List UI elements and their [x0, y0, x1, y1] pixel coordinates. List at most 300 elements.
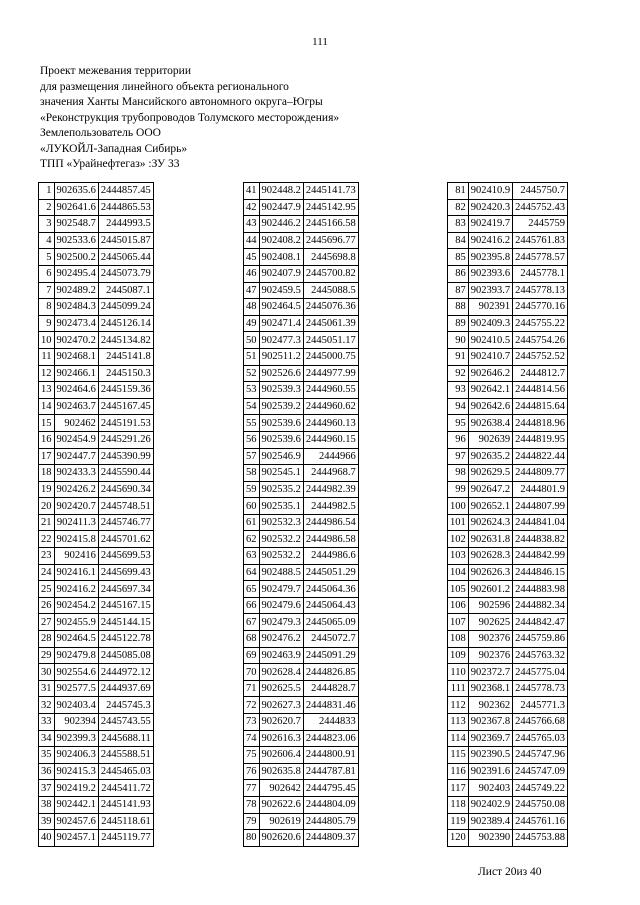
- point-number: 44: [244, 232, 260, 249]
- coordinate-y: 2444960.62: [303, 398, 358, 415]
- header-line: для размещения линейного объекта регионального: [40, 80, 289, 93]
- table-row: [244, 514, 359, 531]
- table-row: [39, 183, 154, 200]
- point-number: 96: [448, 431, 469, 448]
- point-number: 78: [244, 796, 260, 813]
- coordinate-y: 2444865.53: [98, 199, 153, 216]
- point-number: 85: [448, 249, 469, 266]
- page-number: 111: [312, 36, 328, 48]
- coordinate-y: 2444986.58: [303, 531, 358, 548]
- coordinate-x: 902627.3: [259, 697, 303, 714]
- point-number: 105: [448, 581, 469, 598]
- point-number: 47: [244, 282, 260, 299]
- table-row: [448, 365, 568, 382]
- table-row: [448, 714, 568, 731]
- table-row: [39, 514, 154, 531]
- table-row: [39, 697, 154, 714]
- point-number: 17: [39, 448, 55, 465]
- coordinate-x: 902376: [468, 631, 512, 648]
- table-row: [448, 183, 568, 200]
- coordinate-y: 2445755.22: [513, 315, 568, 332]
- point-number: 93: [448, 382, 469, 399]
- coordinate-y: 2444982.39: [303, 481, 358, 498]
- table-row: [244, 631, 359, 648]
- coordinate-table-2: [243, 182, 359, 847]
- point-number: 59: [244, 481, 260, 498]
- point-number: 120: [448, 830, 469, 847]
- coordinate-y: 2444815.64: [513, 398, 568, 415]
- coordinate-x: 902390: [468, 830, 512, 847]
- table-row: [244, 763, 359, 780]
- point-number: 53: [244, 382, 260, 399]
- coordinate-x: 902457.1: [54, 830, 98, 847]
- coordinate-y: 2444977.99: [303, 365, 358, 382]
- coordinate-x: 902419.7: [468, 216, 512, 233]
- header-line: ТПП «Урайнефтегаз» :ЗУ 33: [40, 158, 180, 170]
- point-number: 82: [448, 199, 469, 216]
- point-number: 48: [244, 299, 260, 316]
- table-row: [448, 830, 568, 847]
- coordinate-y: 2445061.39: [303, 315, 358, 332]
- coordinate-y: 2444937.69: [98, 680, 153, 697]
- point-number: 92: [448, 365, 469, 382]
- table-row: [39, 481, 154, 498]
- point-number: 115: [448, 747, 469, 764]
- point-number: 65: [244, 581, 260, 598]
- table-row: [244, 415, 359, 432]
- table-row: [39, 498, 154, 515]
- coordinate-y: 2444986.54: [303, 514, 358, 531]
- table-row: [244, 216, 359, 233]
- coordinate-x: 902409.3: [468, 315, 512, 332]
- point-number: 24: [39, 564, 55, 581]
- point-number: 102: [448, 531, 469, 548]
- coordinate-y: 2444795.45: [303, 780, 358, 797]
- coordinate-y: 2444960.55: [303, 382, 358, 399]
- table-row: [39, 531, 154, 548]
- coordinate-y: 2445778.57: [513, 249, 568, 266]
- coordinate-y: 2445759.86: [513, 631, 568, 648]
- coordinate-x: 902455.9: [54, 614, 98, 631]
- point-number: 22: [39, 531, 55, 548]
- table-row: [39, 830, 154, 847]
- coordinate-x: 902500.2: [54, 249, 98, 266]
- coordinate-x: 902535.2: [259, 481, 303, 498]
- point-number: 108: [448, 631, 469, 648]
- coordinate-x: 902545.1: [259, 465, 303, 482]
- point-number: 62: [244, 531, 260, 548]
- point-number: 13: [39, 382, 55, 399]
- coordinate-y: 2444838.82: [513, 531, 568, 548]
- table-row: [448, 199, 568, 216]
- coordinate-y: 2445142.95: [303, 199, 358, 216]
- table-row: [244, 315, 359, 332]
- coordinate-y: 2444826.85: [303, 664, 358, 681]
- point-number: 46: [244, 265, 260, 282]
- coordinate-y: 2445766.68: [513, 714, 568, 731]
- point-number: 28: [39, 631, 55, 648]
- coordinate-y: 2444801.9: [513, 481, 568, 498]
- point-number: 27: [39, 614, 55, 631]
- point-number: 60: [244, 498, 260, 515]
- coordinate-x: 902616.3: [259, 730, 303, 747]
- coordinate-y: 2445073.79: [98, 265, 153, 282]
- table-row: [39, 299, 154, 316]
- point-number: 51: [244, 348, 260, 365]
- coordinate-y: 2445465.03: [98, 763, 153, 780]
- coordinate-y: 2445065.44: [98, 249, 153, 266]
- point-number: 15: [39, 415, 55, 432]
- table-row: [39, 216, 154, 233]
- coordinate-y: 2444787.81: [303, 763, 358, 780]
- point-number: 1: [39, 183, 55, 200]
- coordinate-x: 902420.3: [468, 199, 512, 216]
- coordinate-y: 2444805.79: [303, 813, 358, 830]
- table-row: [244, 647, 359, 664]
- coordinate-x: 902416.2: [468, 232, 512, 249]
- table-row: [39, 548, 154, 565]
- table-row: [39, 249, 154, 266]
- table-row: [244, 747, 359, 764]
- coordinate-x: 902399.3: [54, 730, 98, 747]
- coordinate-x: 902464.5: [259, 299, 303, 316]
- table-row: [448, 597, 568, 614]
- coordinate-x: 902628.4: [259, 664, 303, 681]
- coordinate-y: 2444822.44: [513, 448, 568, 465]
- point-number: 75: [244, 747, 260, 764]
- coordinate-x: 902511.2: [259, 348, 303, 365]
- table-row: [39, 647, 154, 664]
- coordinate-x: 902479.6: [259, 597, 303, 614]
- document-header: [40, 64, 600, 173]
- header-line: значения Ханты Мансийского автономного округа–Югры: [40, 96, 323, 108]
- coordinate-y: 2445759: [513, 216, 568, 233]
- coordinate-y: 2445775.04: [513, 664, 568, 681]
- coordinate-x: 902372.7: [468, 664, 512, 681]
- table-row: [244, 796, 359, 813]
- coordinate-y: 2445743.55: [98, 714, 153, 731]
- coordinate-y: 2445159.36: [98, 382, 153, 399]
- coordinate-x: 902652.1: [468, 498, 512, 515]
- point-number: 20: [39, 498, 55, 515]
- coordinate-y: 2445698.8: [303, 249, 358, 266]
- coordinate-x: 902466.1: [54, 365, 98, 382]
- point-number: 81: [448, 183, 469, 200]
- table-row: [448, 680, 568, 697]
- table-row: [39, 315, 154, 332]
- coordinate-x: 902464.6: [54, 382, 98, 399]
- point-number: 54: [244, 398, 260, 415]
- coordinate-x: 902477.3: [259, 332, 303, 349]
- coordinate-y: 2445390.99: [98, 448, 153, 465]
- table-row: [39, 730, 154, 747]
- coordinate-x: 902642.1: [468, 382, 512, 399]
- coordinate-y: 2445590.44: [98, 465, 153, 482]
- table-row: [39, 564, 154, 581]
- table-row: [448, 813, 568, 830]
- point-number: 4: [39, 232, 55, 249]
- point-number: 33: [39, 714, 55, 731]
- point-number: 104: [448, 564, 469, 581]
- table-row: [448, 282, 568, 299]
- coordinate-table-1: [38, 182, 154, 847]
- table-row: [244, 548, 359, 565]
- coordinate-x: 902539.6: [259, 415, 303, 432]
- coordinate-x: 902548.7: [54, 216, 98, 233]
- coordinate-x: 902408.1: [259, 249, 303, 266]
- point-number: 45: [244, 249, 260, 266]
- table-row: [39, 631, 154, 648]
- coordinate-x: 902394: [54, 714, 98, 731]
- coordinate-x: 902426.2: [54, 481, 98, 498]
- coordinate-x: 902410.5: [468, 332, 512, 349]
- table-row: [39, 763, 154, 780]
- coordinate-table-3: [447, 182, 568, 847]
- table-row: [244, 199, 359, 216]
- point-number: 61: [244, 514, 260, 531]
- coordinate-x: 902642.6: [468, 398, 512, 415]
- coordinate-x: 902403: [468, 780, 512, 797]
- coordinate-x: 902620.7: [259, 714, 303, 731]
- coordinate-y: 2444812.7: [513, 365, 568, 382]
- table-row: [244, 730, 359, 747]
- table-row: [39, 747, 154, 764]
- table-row: [39, 415, 154, 432]
- table-row: [244, 780, 359, 797]
- table-row: [244, 581, 359, 598]
- point-number: 5: [39, 249, 55, 266]
- point-number: 114: [448, 730, 469, 747]
- coordinate-x: 902539.6: [259, 431, 303, 448]
- coordinate-x: 902454.9: [54, 431, 98, 448]
- point-number: 3: [39, 216, 55, 233]
- table-row: [39, 664, 154, 681]
- coordinate-y: 2444804.09: [303, 796, 358, 813]
- table-row: [244, 498, 359, 515]
- table-row: [244, 448, 359, 465]
- point-number: 29: [39, 647, 55, 664]
- header-line: «Реконструкция трубопроводов Толумского месторождения»: [40, 111, 340, 124]
- point-number: 32: [39, 697, 55, 714]
- coordinate-x: 902367.8: [468, 714, 512, 731]
- point-number: 116: [448, 763, 469, 780]
- table-row: [448, 299, 568, 316]
- table-row: [244, 365, 359, 382]
- table-row: [39, 813, 154, 830]
- coordinate-y: 2445119.77: [98, 830, 153, 847]
- coordinate-y: 2445697.34: [98, 581, 153, 598]
- table-row: [448, 382, 568, 399]
- point-number: 74: [244, 730, 260, 747]
- point-number: 67: [244, 614, 260, 631]
- coordinate-y: 2445701.62: [98, 531, 153, 548]
- coordinate-y: 2445747.09: [513, 763, 568, 780]
- point-number: 83: [448, 216, 469, 233]
- table-row: [244, 431, 359, 448]
- coordinate-y: 2445291.26: [98, 431, 153, 448]
- table-row: [448, 481, 568, 498]
- coordinate-x: 902416.1: [54, 564, 98, 581]
- table-row: [39, 431, 154, 448]
- point-number: 97: [448, 448, 469, 465]
- coordinate-y: 2445747.96: [513, 747, 568, 764]
- point-number: 40: [39, 830, 55, 847]
- coordinate-x: 902629.5: [468, 465, 512, 482]
- coordinate-y: 2445745.3: [98, 697, 153, 714]
- coordinate-x: 902479.3: [259, 614, 303, 631]
- point-number: 98: [448, 465, 469, 482]
- coordinate-x: 902539.3: [259, 382, 303, 399]
- coordinate-x: 902447.7: [54, 448, 98, 465]
- coordinate-x: 902554.6: [54, 664, 98, 681]
- table-row: [448, 697, 568, 714]
- point-number: 19: [39, 481, 55, 498]
- coordinate-x: 902410.7: [468, 348, 512, 365]
- coordinate-x: 902407.9: [259, 265, 303, 282]
- coordinate-x: 902532.3: [259, 514, 303, 531]
- coordinate-y: 2445750.08: [513, 796, 568, 813]
- coordinate-x: 902462: [54, 415, 98, 432]
- coordinate-y: 2445134.82: [98, 332, 153, 349]
- coordinate-x: 902389.4: [468, 813, 512, 830]
- coordinate-x: 902635.6: [54, 183, 98, 200]
- table-row: [244, 481, 359, 498]
- point-number: 91: [448, 348, 469, 365]
- coordinate-x: 902463.7: [54, 398, 98, 415]
- coordinate-y: 2444823.06: [303, 730, 358, 747]
- coordinate-y: 2445752.43: [513, 199, 568, 216]
- point-number: 107: [448, 614, 469, 631]
- table-row: [448, 647, 568, 664]
- table-row: [244, 597, 359, 614]
- table-row: [244, 183, 359, 200]
- table-row: [39, 365, 154, 382]
- table-row: [448, 747, 568, 764]
- point-number: 118: [448, 796, 469, 813]
- coordinate-y: 2445076.36: [303, 299, 358, 316]
- point-number: 99: [448, 481, 469, 498]
- point-number: 84: [448, 232, 469, 249]
- table-row: [244, 382, 359, 399]
- coordinate-y: 2445099.24: [98, 299, 153, 316]
- table-row: [39, 581, 154, 598]
- coordinate-y: 2445051.29: [303, 564, 358, 581]
- coordinate-y: 2445765.03: [513, 730, 568, 747]
- table-row: [448, 448, 568, 465]
- coordinate-x: 902635.8: [259, 763, 303, 780]
- coordinate-y: 2445746.77: [98, 514, 153, 531]
- point-number: 6: [39, 265, 55, 282]
- point-number: 119: [448, 813, 469, 830]
- coordinate-y: 2444831.46: [303, 697, 358, 714]
- point-number: 66: [244, 597, 260, 614]
- coordinate-x: 902642: [259, 780, 303, 797]
- coordinate-x: 902577.5: [54, 680, 98, 697]
- table-row: [244, 265, 359, 282]
- table-row: [39, 232, 154, 249]
- point-number: 95: [448, 415, 469, 432]
- point-number: 89: [448, 315, 469, 332]
- point-number: 49: [244, 315, 260, 332]
- coordinate-y: 2444968.7: [303, 465, 358, 482]
- coordinate-y: 2445064.36: [303, 581, 358, 598]
- point-number: 41: [244, 183, 260, 200]
- coordinate-y: 2445696.77: [303, 232, 358, 249]
- point-number: 9: [39, 315, 55, 332]
- coordinate-x: 902620.6: [259, 830, 303, 847]
- coordinate-y: 2444809.37: [303, 830, 358, 847]
- coordinate-y: 2444814.56: [513, 382, 568, 399]
- coordinate-x: 902410.9: [468, 183, 512, 200]
- point-number: 90: [448, 332, 469, 349]
- table-row: [448, 398, 568, 415]
- coordinate-x: 902411.3: [54, 514, 98, 531]
- coordinate-y: 2445064.43: [303, 597, 358, 614]
- point-number: 109: [448, 647, 469, 664]
- table-row: [244, 664, 359, 681]
- coordinate-y: 2445770.16: [513, 299, 568, 316]
- table-row: [448, 265, 568, 282]
- coordinate-x: 902390.5: [468, 747, 512, 764]
- table-row: [448, 514, 568, 531]
- coordinate-y: 2445065.09: [303, 614, 358, 631]
- coordinate-x: 902447.9: [259, 199, 303, 216]
- coordinate-y: 2445088.5: [303, 282, 358, 299]
- coordinate-x: 902484.3: [54, 299, 98, 316]
- coordinate-y: 2445166.58: [303, 216, 358, 233]
- point-number: 8: [39, 299, 55, 316]
- table-row: [448, 348, 568, 365]
- point-number: 72: [244, 697, 260, 714]
- table-row: [448, 664, 568, 681]
- coordinate-y: 2445699.43: [98, 564, 153, 581]
- coordinate-x: 902463.9: [259, 647, 303, 664]
- coordinate-x: 902408.2: [259, 232, 303, 249]
- point-number: 10: [39, 332, 55, 349]
- coordinate-y: 2444986.6: [303, 548, 358, 565]
- coordinate-y: 2445748.51: [98, 498, 153, 515]
- table-row: [244, 531, 359, 548]
- coordinate-x: 902533.6: [54, 232, 98, 249]
- point-number: 56: [244, 431, 260, 448]
- table-row: [39, 680, 154, 697]
- table-row: [244, 348, 359, 365]
- point-number: 37: [39, 780, 55, 797]
- coordinate-y: 2444800.91: [303, 747, 358, 764]
- point-number: 38: [39, 796, 55, 813]
- table-row: [244, 398, 359, 415]
- coordinate-y: 2444819.95: [513, 431, 568, 448]
- coordinate-x: 902526.6: [259, 365, 303, 382]
- point-number: 18: [39, 465, 55, 482]
- coordinate-y: 2445753.88: [513, 830, 568, 847]
- sheet-footer: Лист 20из 40: [478, 866, 542, 878]
- coordinate-y: 2445167.45: [98, 398, 153, 415]
- point-number: 25: [39, 581, 55, 598]
- coordinate-x: 902433.3: [54, 465, 98, 482]
- point-number: 36: [39, 763, 55, 780]
- coordinate-x: 902625.5: [259, 680, 303, 697]
- coordinate-y: 2445778.1: [513, 265, 568, 282]
- header-line: Проект межевания территории: [40, 65, 191, 77]
- point-number: 50: [244, 332, 260, 349]
- table-row: [244, 465, 359, 482]
- coordinate-y: 2445699.53: [98, 548, 153, 565]
- coordinate-y: 2444828.7: [303, 680, 358, 697]
- coordinate-x: 902369.7: [468, 730, 512, 747]
- point-number: 103: [448, 548, 469, 565]
- point-number: 57: [244, 448, 260, 465]
